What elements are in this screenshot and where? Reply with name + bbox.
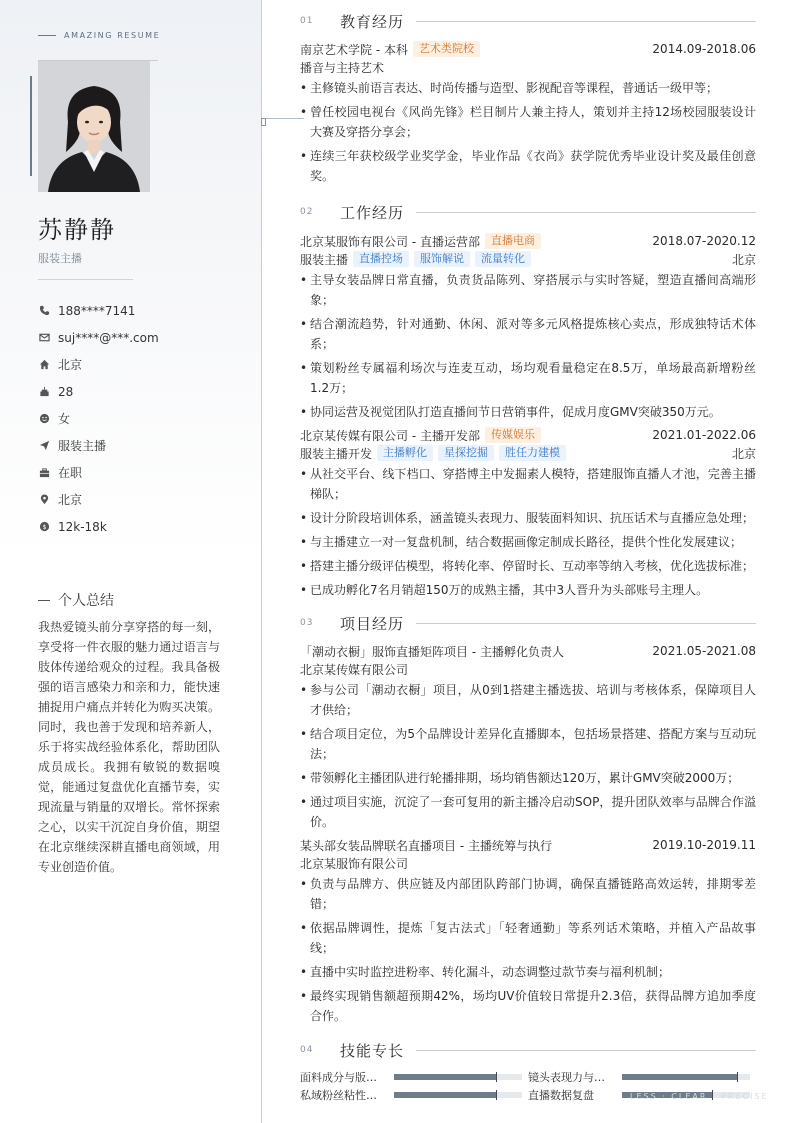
project-name: 「潮动衣橱」服饰直播矩阵项目 - 主播孵化负责人	[300, 644, 564, 659]
job-bullets	[300, 464, 756, 600]
job-date: 2021.01-2022.06	[652, 428, 756, 442]
project-name: 某头部女装品牌联名直播项目 - 主播统筹与执行	[300, 838, 552, 853]
contact-text: 28	[58, 384, 74, 399]
job-bullets	[300, 270, 756, 422]
photo-accent-bar	[30, 76, 32, 176]
skill-marker	[496, 1090, 497, 1100]
summary-dash	[38, 600, 50, 601]
list-item: • 连续三年获校级学业奖学金，毕业作品《衣尚》获学院优秀毕业设计奖及最佳创意奖。	[300, 146, 756, 186]
brand-label	[38, 31, 160, 40]
job-header	[300, 426, 756, 444]
project-bullets	[300, 680, 756, 832]
contact-status	[38, 459, 159, 486]
cake-icon	[38, 386, 50, 398]
svg-text:$: $	[41, 522, 47, 531]
project-header	[300, 836, 756, 854]
education-entry-header	[300, 40, 756, 58]
skill-marker	[496, 1072, 497, 1082]
project-date: 2019.10-2019.11	[652, 838, 756, 852]
section-number: 03	[300, 618, 314, 628]
work-section	[300, 201, 756, 604]
job-position-row	[300, 444, 756, 462]
contact-salary	[38, 513, 159, 540]
smile-icon	[38, 413, 50, 425]
skill-item	[528, 1069, 756, 1085]
profile-photo	[38, 60, 150, 192]
projects-section	[300, 612, 756, 1030]
project-bullets	[300, 874, 756, 1026]
section-rule	[416, 623, 756, 624]
section-title: 工作经历	[340, 203, 405, 222]
list-item: • 负责与品牌方、供应链及内部团队跨部门协调，确保直播链路高效运转，排期零差错；	[300, 874, 756, 914]
home-icon	[38, 359, 50, 371]
project-org-row	[300, 854, 756, 872]
role-divider	[38, 279, 133, 280]
skill-item	[300, 1087, 528, 1103]
section-header	[300, 1039, 756, 1061]
list-item: • 与主播建立一对一复盘机制，结合数据画像定制成长路径，提供个性化发展建议；	[300, 532, 756, 552]
list-item: • 最终实现销售额超预期42%，场均UV价值较日常提升2.3倍，获得品牌方追加季度合作。	[300, 986, 756, 1026]
profile-role: 服装主播	[38, 252, 82, 265]
sidebar	[0, 0, 262, 1123]
job-header	[300, 232, 756, 250]
job-entry	[300, 232, 756, 422]
skills-section	[300, 1039, 756, 1061]
photo-connector-line	[262, 118, 304, 119]
list-item: • 协同运营及视觉团队打造直播间节日营销事件，促成月度GMV突破350万元。	[300, 402, 756, 422]
list-item: • 策划粉丝专属福利场次与连麦互动，场均观看量稳定在8.5万，单场最高新增粉丝1.2万；	[300, 358, 756, 398]
section-header	[300, 10, 756, 32]
education-bullets	[300, 78, 756, 186]
list-item: • 主导女装品牌日常直播，负责货品陈列、穿搭展示与实时答疑，塑造直播间高端形象；	[300, 270, 756, 310]
section-number: 02	[300, 207, 314, 217]
list-item: • 依据品牌调性，提炼「复古法式」「轻奢通勤」等系列话术策略，并植入产品故事线；	[300, 918, 756, 958]
job-position: 服装主播开发	[300, 446, 373, 461]
contact-text: 北京	[58, 358, 83, 372]
portrait-illustration	[38, 60, 150, 192]
section-rule	[416, 1050, 756, 1051]
list-item: • 主修镜头前语言表达、时尚传播与造型、影视配音等课程，普通话一级甲等；	[300, 78, 756, 98]
photo-frame	[38, 60, 150, 192]
contact-text: 北京	[58, 493, 83, 507]
list-item: • 设计分阶段培训体系，涵盖镜头表现力、服装面料知识、抗压话术与直播应急处理；	[300, 508, 756, 528]
list-item: • 结合潮流趋势，针对通勤、休闲、派对等多元风格提炼核心卖点，形成独特话术体系；	[300, 314, 756, 354]
money-icon	[38, 521, 50, 533]
contact-list	[38, 297, 159, 540]
section-title: 项目经历	[340, 614, 405, 633]
briefcase-icon	[38, 467, 50, 479]
list-item: • 曾任校园电视台《风尚先锋》栏目制片人兼主持人，策划并主持12场校园服装设计大赛及穿搭分享会；	[300, 102, 756, 142]
summary-heading	[38, 590, 114, 610]
skill-tag: 直播控场	[353, 251, 409, 267]
major-row	[300, 58, 756, 76]
project-date: 2021.05-2021.08	[652, 644, 756, 658]
job-position-row	[300, 250, 756, 268]
summary-title-text: 个人总结	[58, 593, 114, 609]
list-item: • 直播中实时监控进粉率、转化漏斗，动态调整过款节奏与福利机制；	[300, 962, 756, 982]
contact-text: 12k-18k	[58, 519, 107, 534]
industry-tag: 传媒娱乐	[485, 427, 541, 443]
company-name: 北京某服饰有限公司 - 直播运营部	[300, 234, 480, 249]
project-entry	[300, 642, 756, 832]
list-item: • 通过项目实施，沉淀了一套可复用的新主播冷启动SOP，提升团队效率与品牌合作溢价。	[300, 792, 756, 832]
contact-text: 服装主播	[58, 439, 107, 453]
project-org-row	[300, 660, 756, 678]
list-item: • 已成功孵化7名月销超150万的成熟主播，其中3人晋升为头部账号主理人。	[300, 580, 756, 600]
contact-text: suj****@***.com	[58, 330, 159, 345]
list-item: • 参与公司「潮动衣橱」项目，从0到1搭建主播选拔、培训与考核体系，保障项目人才供给；	[300, 680, 756, 720]
section-rule	[416, 212, 756, 213]
section-number: 04	[300, 1045, 314, 1055]
contact-gender	[38, 405, 159, 432]
contact-location	[38, 486, 159, 513]
skill-row	[300, 1068, 756, 1086]
contact-phone	[38, 297, 159, 324]
project-org: 北京某传媒有限公司	[300, 662, 409, 677]
skill-tag: 主播孵化	[377, 445, 433, 461]
section-title: 技能专长	[340, 1041, 405, 1060]
company-name: 北京某传媒有限公司 - 主播开发部	[300, 428, 480, 443]
skill-fill	[394, 1074, 496, 1080]
contact-city	[38, 351, 159, 378]
project-header	[300, 642, 756, 660]
industry-tag: 直播电商	[485, 233, 541, 249]
list-item: • 搭建主播分级评估模型，将转化率、停留时长、互动率等纳入考核，优化选拔标准；	[300, 556, 756, 576]
send-icon	[38, 440, 50, 452]
section-number: 01	[300, 16, 314, 26]
skill-item	[300, 1069, 528, 1085]
skill-track	[394, 1092, 522, 1098]
section-header	[300, 612, 756, 634]
summary-text: 我热爱镜头前分享穿搭的每一刻，享受将一件衣服的魅力通过语言与肢体传递给观众的过程。我具备极强的语言感染力和亲和力，能快速捕捉用户痛点并转化为购买决策。同时，我也善于发现和培养新人，乐于将实战经验体系化，帮助团队成员成长。我拥有敏锐的数据嗅觉，能通过复盘优化直播节奏，实现流量与销量的双增长。常怀探索之心，以实干沉淀自身价值，期望在北京继续深耕直播电商领域，用专业创造价值。	[38, 620, 220, 874]
section-header	[300, 201, 756, 223]
brand-rule	[38, 35, 56, 36]
mail-icon	[38, 332, 50, 344]
contact-email	[38, 324, 159, 351]
skill-track	[622, 1074, 750, 1080]
skill-label: 直播数据复盘	[528, 1089, 594, 1102]
watermark: LESS · CLEAR · PRECISE	[630, 1092, 769, 1101]
contact-text: 女	[58, 412, 71, 426]
section-title: 教育经历	[340, 12, 405, 31]
list-item: • 从社交平台、线下档口、穿搭博主中发掘素人模特，搭建服饰直播人才池，完善主播梯队；	[300, 464, 756, 504]
connector-node	[261, 118, 266, 126]
skill-tag: 服饰解说	[414, 251, 470, 267]
section-rule	[416, 21, 756, 22]
project-org: 北京某服饰有限公司	[300, 856, 409, 871]
location-icon	[38, 494, 50, 506]
education-section	[300, 10, 756, 190]
job-position: 服装主播	[300, 252, 349, 267]
list-item: • 带领孵化主播团队进行轮播排期，场均销售额达120万，累计GMV突破2000万；	[300, 768, 756, 788]
contact-age	[38, 378, 159, 405]
education-date: 2014.09-2018.06	[652, 42, 756, 56]
brand-text: AMAZING RESUME	[64, 31, 161, 40]
major: 播音与主持艺术	[300, 60, 385, 75]
skill-label: 面料成分与版…	[300, 1071, 377, 1084]
skill-label: 私域粉丝粘性…	[300, 1089, 377, 1102]
job-date: 2018.07-2020.12	[652, 234, 756, 248]
job-city: 北京	[731, 252, 756, 267]
skill-tag: 流量转化	[475, 251, 531, 267]
list-item: • 结合项目定位，为5个品牌设计差异化直播脚本，包括场景搭建、搭配方案与互动玩法；	[300, 724, 756, 764]
skill-track	[394, 1074, 522, 1080]
skill-fill	[622, 1074, 737, 1080]
job-entry	[300, 426, 756, 600]
photo-top-rule	[38, 60, 158, 61]
phone-icon	[38, 305, 50, 317]
skill-label: 镜头表现力与…	[528, 1071, 605, 1084]
skill-tag: 胜任力建模	[499, 445, 566, 461]
job-city: 北京	[731, 446, 756, 461]
school-tag: 艺术类院校	[413, 41, 480, 57]
school-name: 南京艺术学院 - 本科	[300, 42, 408, 57]
skill-marker	[737, 1072, 738, 1082]
skill-fill	[394, 1092, 496, 1098]
skill-tag: 星探挖掘	[438, 445, 494, 461]
contact-text: 在职	[58, 466, 83, 480]
profile-name: 苏静静	[38, 216, 116, 244]
contact-text: 188****7141	[58, 303, 136, 318]
project-entry	[300, 836, 756, 1026]
contact-target-role	[38, 432, 159, 459]
